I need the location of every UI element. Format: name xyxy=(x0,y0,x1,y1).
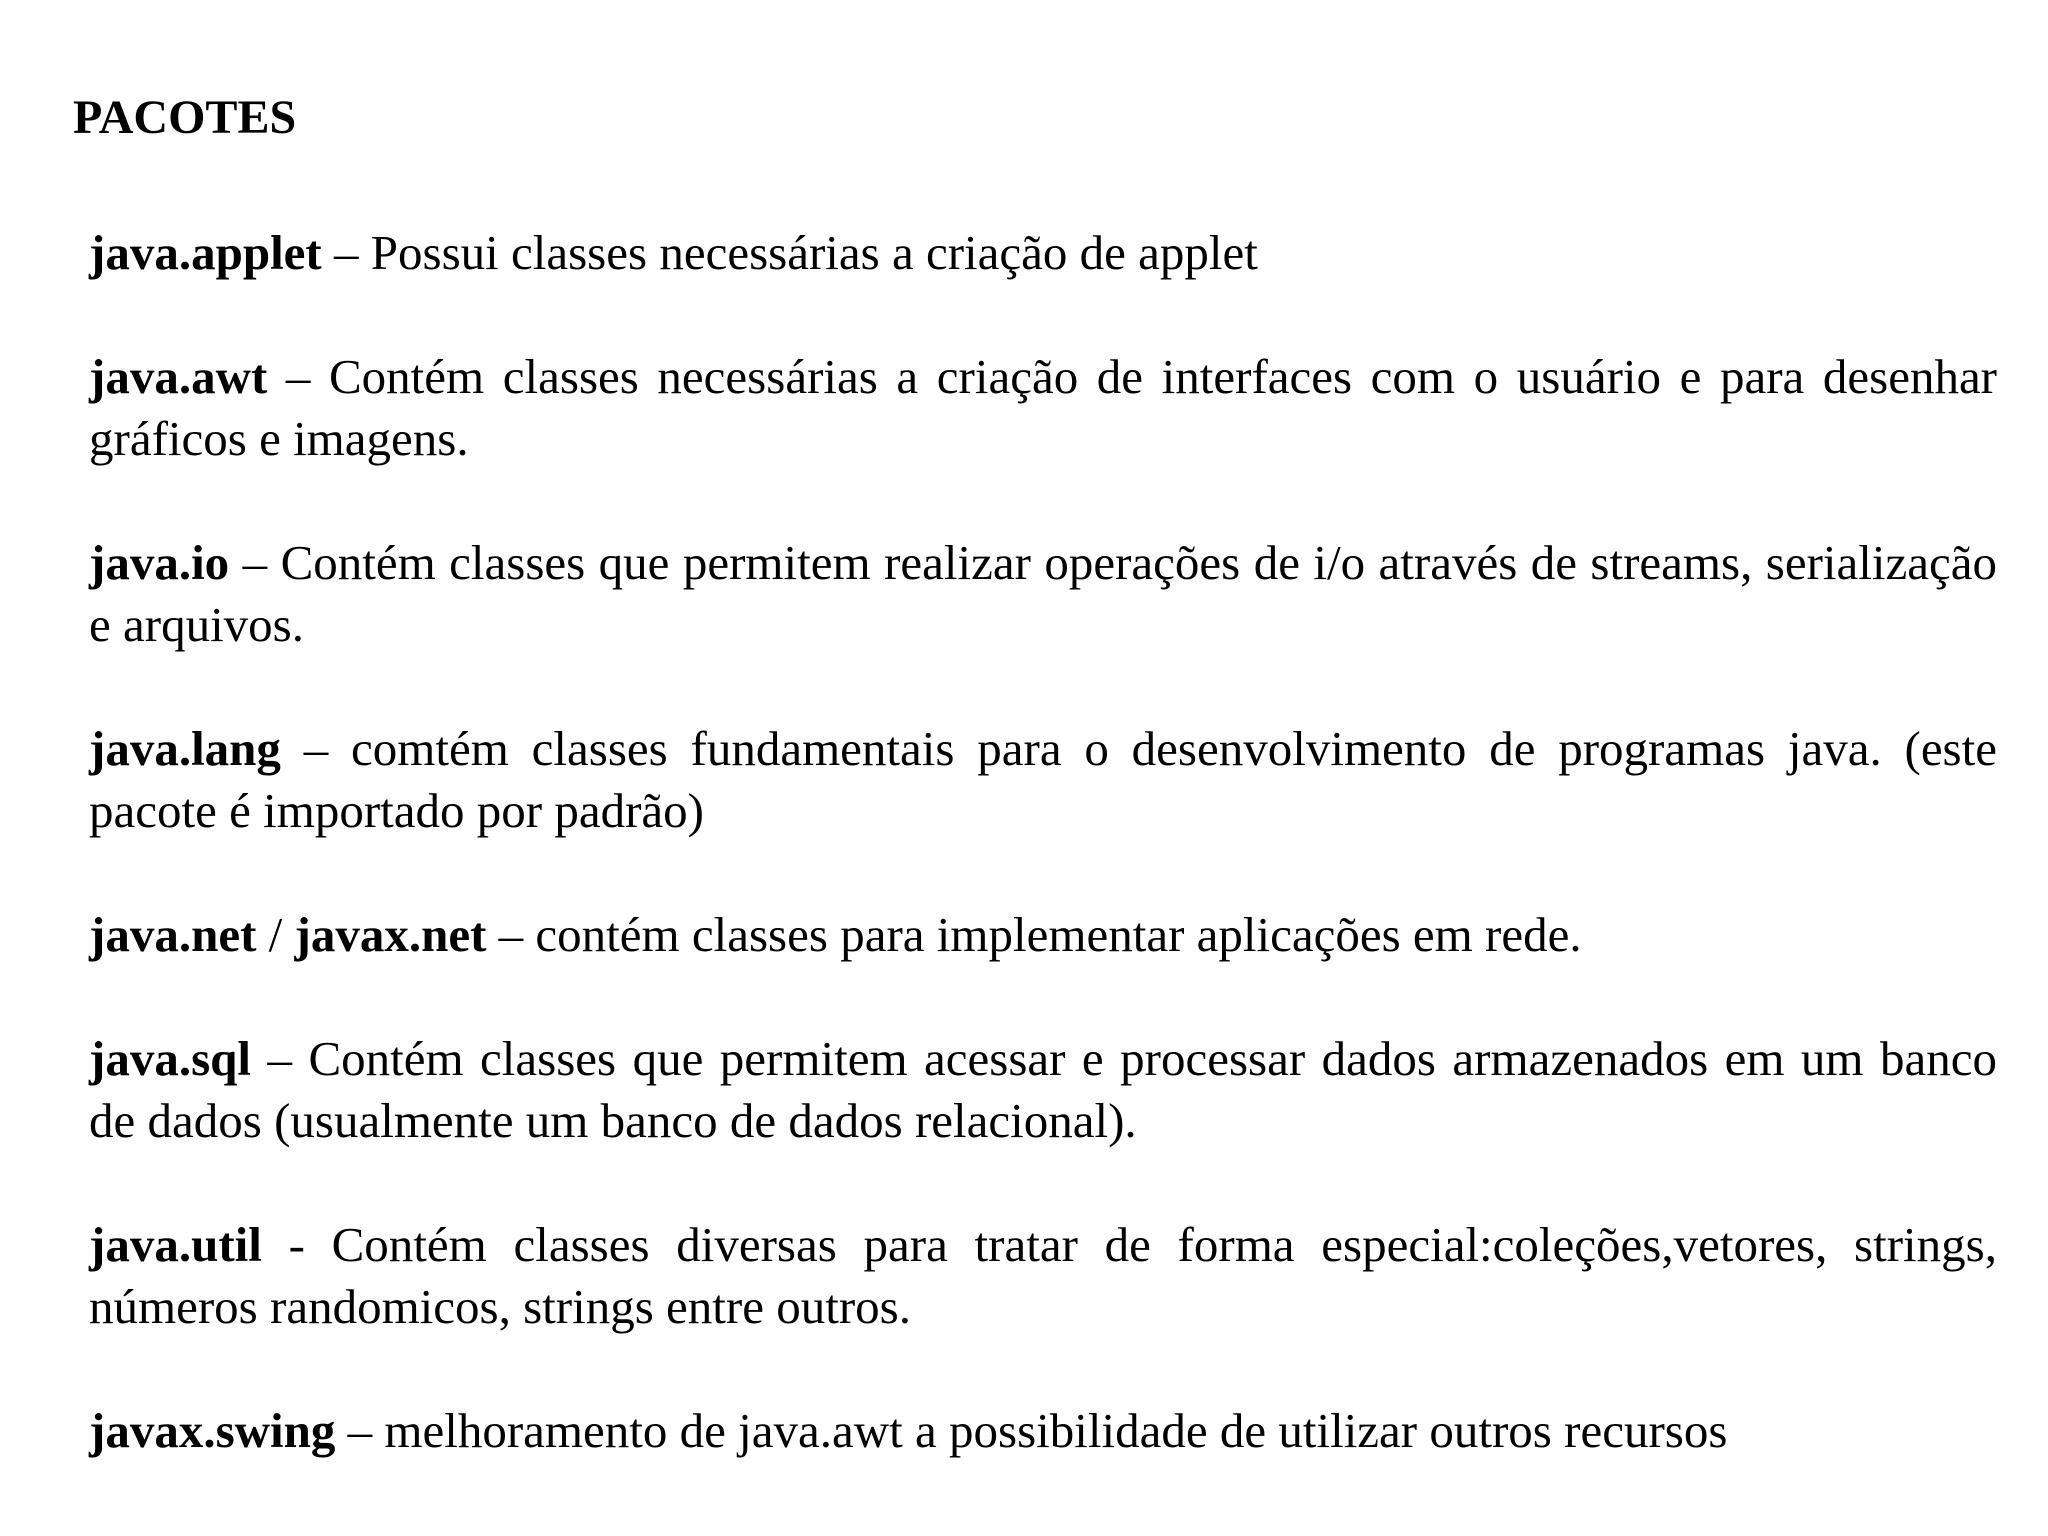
package-entry-java-util xyxy=(89,1214,1997,1338)
package-description: Contém classes necessárias a criação de interfaces com o usuário e para desenhar gráficos e imagens. xyxy=(89,349,1998,466)
package-description: Contém classes que permitem realizar operações de i/o através de streams, serialização e arquivos. xyxy=(89,535,1998,652)
package-entry-java-applet xyxy=(89,222,1997,284)
package-name: java.sql xyxy=(89,1031,252,1086)
package-name: java.util xyxy=(89,1217,262,1272)
package-description: melhoramento de java.awt a possibilidade de utilizar outros recursos xyxy=(384,1403,1728,1458)
separator: – xyxy=(229,535,281,590)
page-title: PACOTES xyxy=(73,91,297,144)
package-description: Contém classes que permitem acessar e processar dados armazenados em um banco de dados (usualmente um banco de dados relacional). xyxy=(89,1031,1997,1148)
name-join: / xyxy=(256,907,295,962)
package-description: Possui classes necessárias a criação de applet xyxy=(370,225,1258,280)
separator: – xyxy=(267,349,329,404)
package-name: java.lang xyxy=(89,721,281,776)
package-description: Contém classes diversas para tratar de forma especial:coleções,vetores, strings, números randomicos, strings entre outros. xyxy=(89,1217,1997,1334)
package-entry-java-io xyxy=(89,532,1997,656)
package-name: java.io xyxy=(89,535,230,590)
separator: – xyxy=(251,1031,309,1086)
package-entry-javax-swing xyxy=(89,1400,1997,1462)
package-entry-java-lang xyxy=(89,718,1997,842)
package-entry-java-sql xyxy=(89,1028,1997,1152)
separator: – xyxy=(280,721,352,776)
package-description: comtém classes fundamentais para o desenvolvimento de programas java. (este pacote é importado por padrão) xyxy=(89,721,1997,838)
package-entry-java-net xyxy=(89,904,1997,966)
package-list xyxy=(89,222,1997,1524)
package-name: java.net xyxy=(89,907,257,962)
package-name: javax.swing xyxy=(89,1403,336,1458)
package-name: java.awt xyxy=(89,349,268,404)
separator: – xyxy=(321,225,371,280)
package-name: java.applet xyxy=(89,225,322,280)
separator: - xyxy=(261,1217,332,1272)
separator: – xyxy=(335,1403,385,1458)
separator: – xyxy=(486,907,536,962)
package-entry-java-awt xyxy=(89,346,1997,470)
package-name-secondary: javax.net xyxy=(294,907,487,962)
package-description: contém classes para implementar aplicações em rede. xyxy=(535,907,1582,962)
